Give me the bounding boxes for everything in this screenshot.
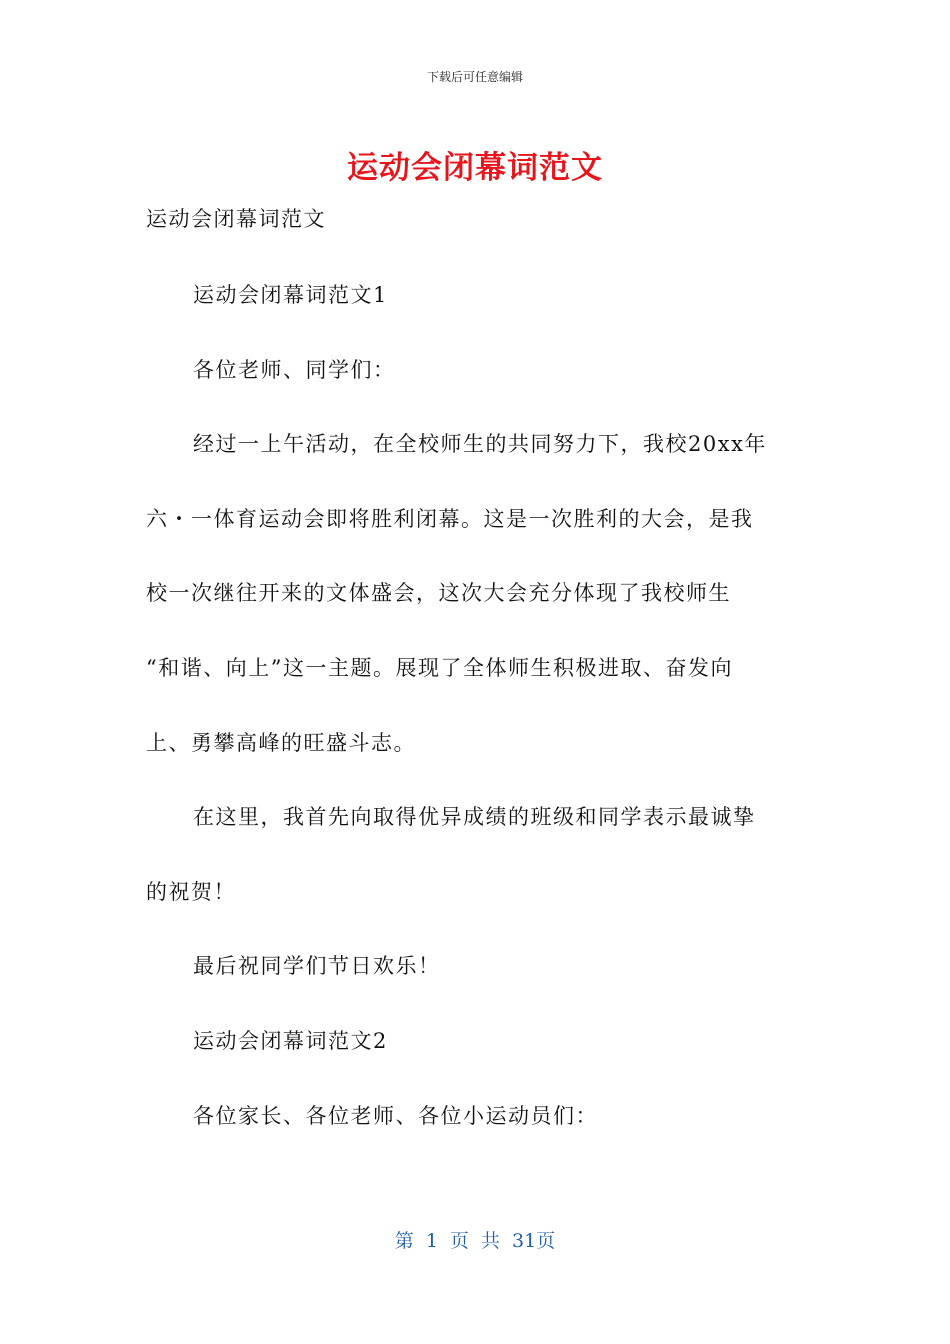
salutation: 各位家长、各位老师、各位小运动员们： (193, 1104, 598, 1128)
paragraph-line: 经过一上午活动，在全校师生的共同努力下，我校20xx年 (193, 432, 767, 456)
page-footer: 第 1 页 共 31页 (394, 1230, 556, 1252)
paragraph-line: 上、勇攀高峰的旺盛斗志。 (146, 731, 416, 755)
paragraph-line: 校一次继往开来的文体盛会，这次大会充分体现了我校师生 (146, 581, 731, 605)
paragraph-line: 六・一体育运动会即将胜利闭幕。这是一次胜利的大会，是我 (146, 507, 754, 531)
paragraph-line: “和谐、向上”这一主题。展现了全体师生积极进取、奋发向 (146, 656, 733, 680)
body-line: 运动会闭幕词范文 (146, 207, 326, 231)
section-heading: 运动会闭幕词范文1 (193, 283, 388, 307)
document-title: 运动会闭幕词范文 (347, 150, 603, 186)
paragraph-line: 最后祝同学们节日欢乐！ (193, 954, 441, 978)
section-heading: 运动会闭幕词范文2 (193, 1029, 388, 1053)
header-note: 下载后可任意编辑 (426, 70, 523, 84)
paragraph-line: 在这里，我首先向取得优异成绩的班级和同学表示最诚挚 (193, 805, 756, 829)
paragraph-line: 的祝贺！ (146, 880, 236, 904)
salutation: 各位老师、同学们： (193, 358, 396, 382)
